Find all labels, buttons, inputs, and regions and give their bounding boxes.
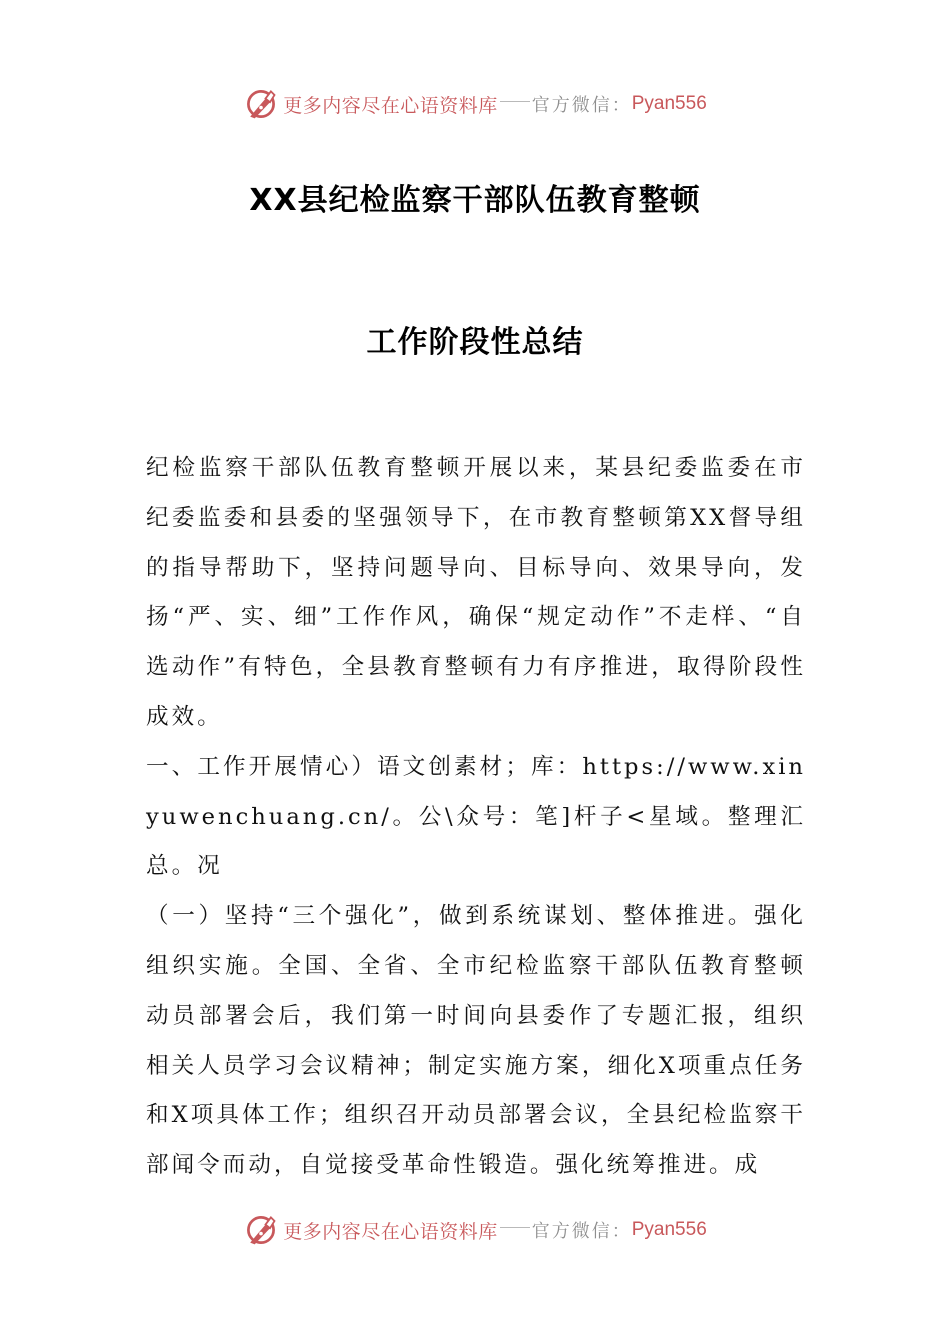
- banner-subtext: 官方微信：: [531, 1221, 632, 1242]
- body-paragraph-subsection: （一）坚持“三个强化”，做到系统谋划、整体推进。强化组织实施。全国、全省、全市纪检监察干部队伍教育整顿动员部署会后，我们第一时间向县委作了专题汇报，组织相关人员学习会议精神；制定实施方案，细化X项重点任务和X项具体工作；组织召开动员部署会议，全县纪检监察干部闻令而动，自觉接受革命性锻造。强化统筹推进。成: [146, 903, 806, 1179]
- document-title-line-1: XX县纪检监察干部队伍教育整顿: [249, 183, 701, 218]
- banner-subtext: 官方微信：: [531, 95, 632, 116]
- banner-divider: [500, 101, 530, 102]
- document-title-line-2: 工作阶段性总结: [366, 325, 584, 360]
- banner-wechat-id: Pyan556: [631, 1219, 707, 1240]
- banner-wechat-id: Pyan556: [631, 93, 707, 114]
- banner-text: 更多内容尽在心语资料库: [283, 94, 498, 117]
- body-paragraph-intro: 纪检监察干部队伍教育整顿开展以来，某县纪委监委在市纪委监委和县委的坚强领导下，在市教育整顿第XX督导组的指导帮助下，坚持问题导向、目标导向、效果导向，发扬“严、实、细”工作作风，确保“规定动作”不走样、“自选动作”有特色，全县教育整顿有力有序推进，取得阶段性成效。: [146, 455, 806, 730]
- footer-watermark-banner: [0, 1208, 950, 1252]
- pen-nib-logo-icon: [243, 86, 279, 122]
- banner-text: 更多内容尽在心语资料库: [283, 1220, 498, 1243]
- body-paragraph-section-heading: 一、工作开展情心）语文创素材；库：https://www.xinyuwenchuang.cn/。公\众号：笔]杆子<星域。整理汇总。况: [146, 753, 806, 880]
- banner-divider: [500, 1227, 530, 1228]
- pen-nib-logo-icon: [243, 1212, 279, 1248]
- header-watermark-banner: [0, 82, 950, 126]
- document-body: [146, 444, 806, 1191]
